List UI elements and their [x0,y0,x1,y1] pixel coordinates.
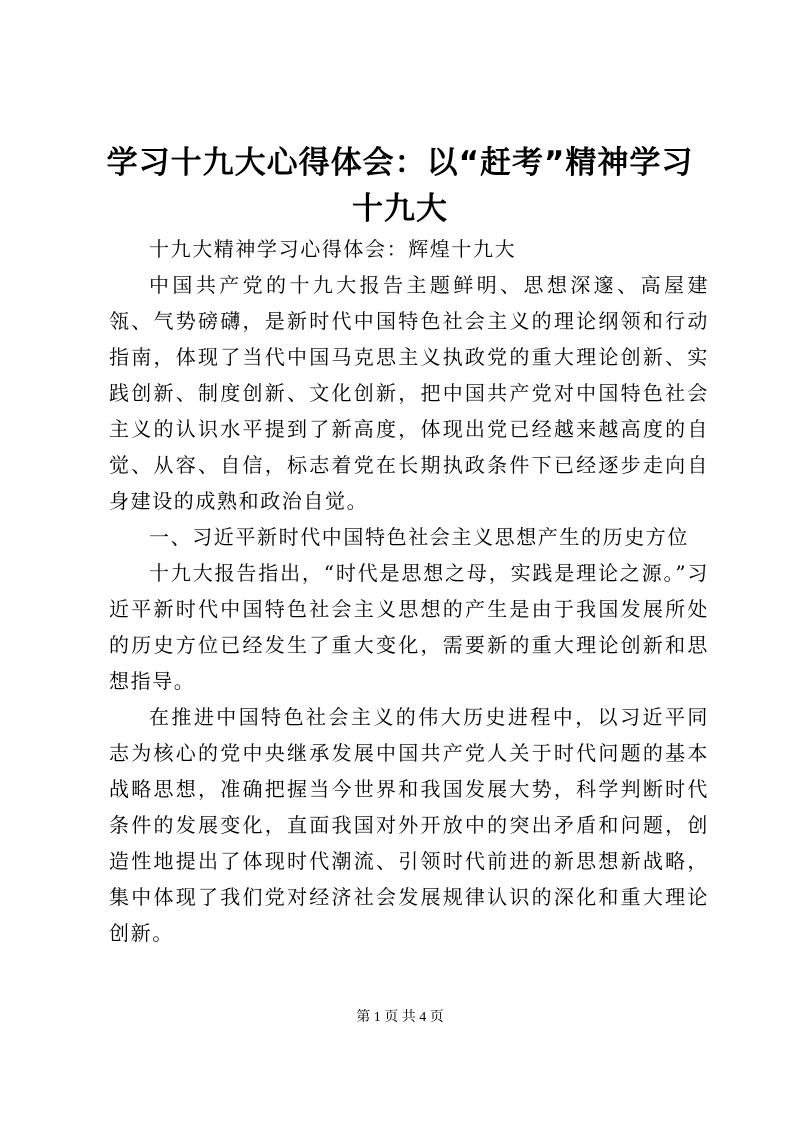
subtitle-paragraph: 十九大精神学习心得体会：辉煌十九大 [149,237,517,261]
body-paragraph: 十九大报告指出，“时代是思想之母，实践是理论之源。”习近平新时代中国特色社会主义思想的产生是由于我国发展所处的历史方位已经发生了重大变化，需要新的重大理论创新和思想指导。 [109,561,709,693]
body-paragraph: 中国共产党的十九大报告主题鲜明、思想深邃、高屋建瓴、气势磅礴，是新时代中国特色社会主义的理论纲领和行动指南，体现了当代中国马克思主义执政党的重大理论创新、实践创新、制度创新、文化创新，把中国共产党对中国特色社会主义的认识水平提到了新高度，体现出党已经越来越高度的自觉、从容、自信，标志着党在长期执政条件下已经逐步走向自身建设的成熟和政治自觉。 [109,273,709,513]
page-footer: 第 1 页 共 4 页 [356,1010,444,1025]
body-paragraph: 在推进中国特色社会主义的伟大历史进程中，以习近平同志为核心的党中央继承发展中国共产党人关于时代问题的基本战略思想，准确把握当今世界和我国发展大势，科学判断时代条件的发展变化，直面我国对外开放中的突出矛盾和问题，创造性地提出了体现时代潮流、引领时代前进的新思想新战略，集中体现了我们党对经济社会发展规律认识的深化和重大理论创新。 [109,705,709,945]
section-heading: 一、习近平新时代中国特色社会主义思想产生的历史方位 [149,525,689,549]
document-title: 学习十九大心得体会：以“赶考”精神学习十九大 [106,145,694,227]
document-body [109,231,709,951]
